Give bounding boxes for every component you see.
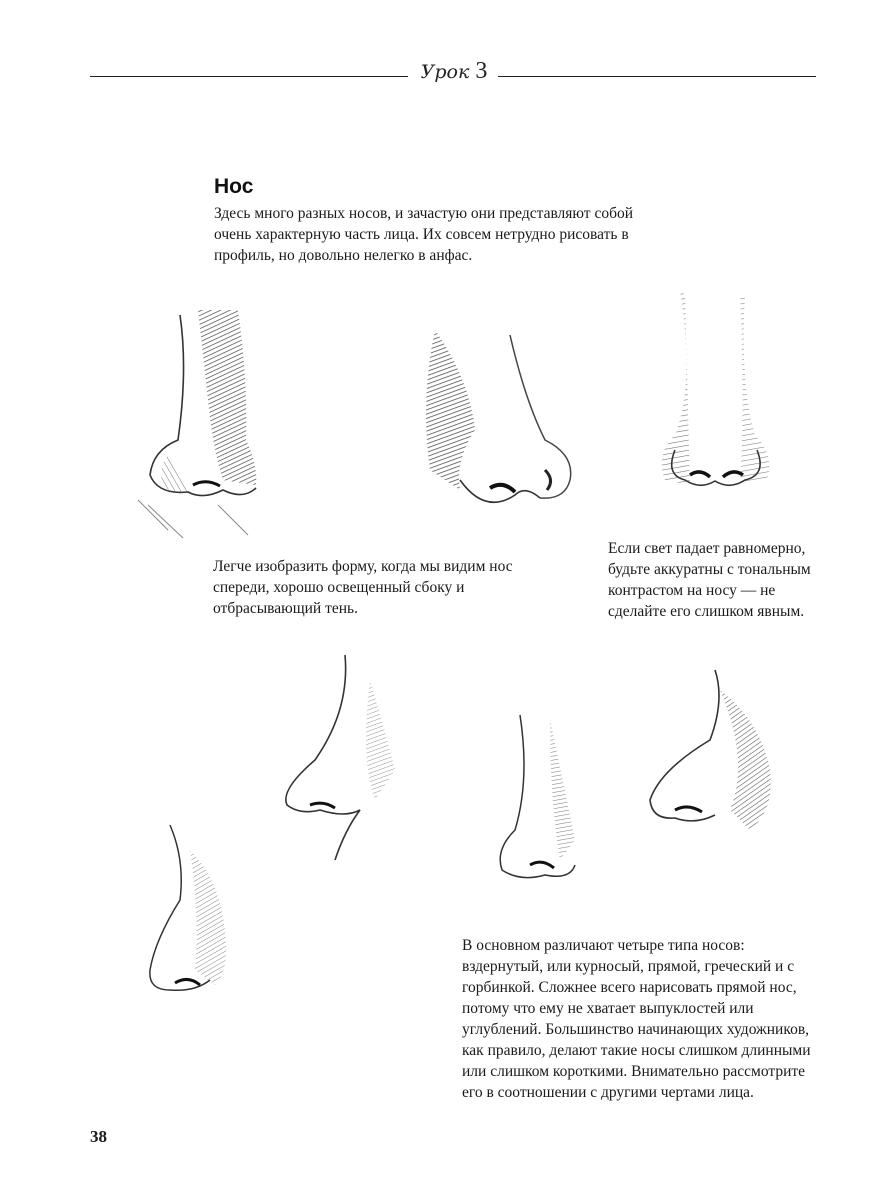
caption-even-light: Если свет падает равномерно, будьте аккуратны с тональным контрастом на носу — не сделайте его слишком явным. (608, 540, 811, 620)
header-rule-left (90, 76, 408, 77)
page-number: 38 (90, 1127, 107, 1146)
nose-sketch-straight (490, 710, 590, 890)
nose-sketch-even-light (645, 285, 785, 505)
nose-sketch-upturned (140, 820, 270, 1020)
nose-sketch-front-lit (128, 300, 278, 540)
caption-four-types: В основном различают четыре типа носов: вздернутый, или курносый, прямой, греческий и с горбинкой. Сложнее всего нарисовать прямой нос, потому что ему не хватает выпуклостей или углублений. Большинство начинающих художников, как правило, делают такие носы слишком длинными или слишком короткими. Внимательно рассмотрите его в соотношении с другими чертами лица. (462, 937, 811, 1101)
nose-sketch-aquiline (640, 660, 785, 870)
header-rule-right (498, 76, 816, 77)
nose-sketch-profile (275, 650, 425, 865)
section-title: Нос (214, 175, 254, 198)
intro-paragraph: Здесь много разных носов, и зачастую они представляют собой очень характерную часть лица. Их совсем нетрудно рисовать в профиль, но довольно нелегко в анфас. (214, 205, 634, 264)
lesson-word: Урок (420, 61, 470, 83)
lesson-number: 3 (475, 58, 488, 84)
nose-sketch-three-quarter (415, 320, 580, 525)
caption-front-shadow: Легче изобразить форму, когда мы видим нос спереди, хорошо освещенный сбоку и отбрасывающий тень. (213, 558, 513, 617)
lesson-heading (418, 58, 490, 85)
